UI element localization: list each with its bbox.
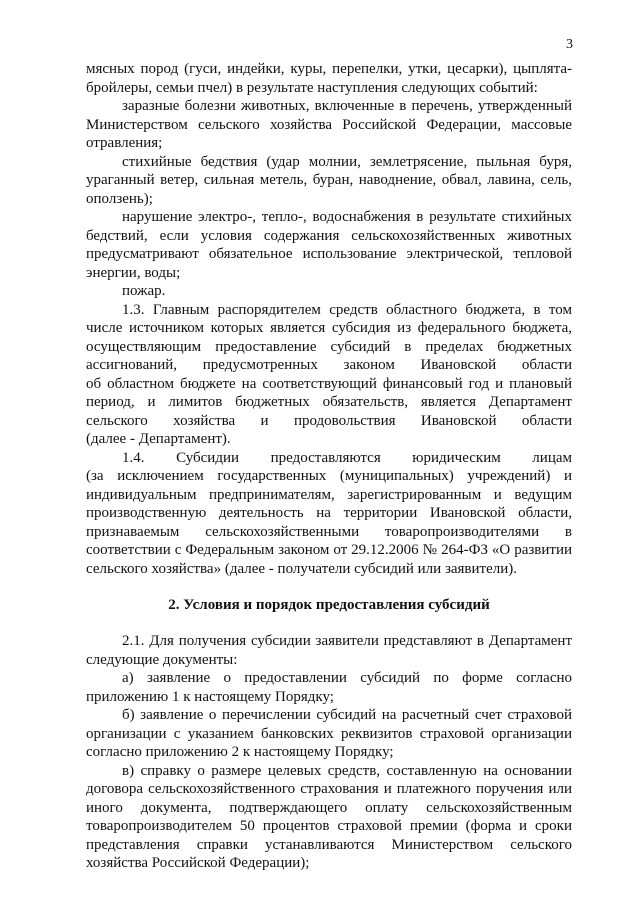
text-line: иного документа, подтверждающего оплату сельскохозяйственным — [86, 799, 572, 816]
paragraph — [86, 60, 572, 97]
text-line: Министерством сельского хозяйства Российской Федерации, массовые — [86, 116, 572, 133]
text-line: согласно приложению 2 к настоящему Порядку; — [86, 744, 394, 760]
text-line: пожар. — [122, 283, 166, 299]
text-line: договора сельскохозяйственного страхования и платежного поручения или — [86, 781, 572, 797]
paragraph — [86, 97, 572, 153]
text-line: ураганный ветер, сильная метель, буран, наводнение, обвал, лавина, сель, — [86, 172, 572, 188]
paragraph — [86, 282, 572, 301]
text-line: сельского хозяйства» (далее - получатели субсидий или заявители). — [86, 560, 518, 577]
paragraph — [86, 208, 572, 282]
document-body — [86, 60, 572, 873]
text-line: энергии, воды; — [86, 264, 181, 281]
text-line: оползень); — [86, 190, 153, 207]
text-line: индивидуальным предпринимателям, зарегистрированным и ведущим — [86, 486, 572, 503]
text-line: 1.4. Субсидии предоставляются юридическим лицам — [122, 449, 572, 466]
text-line: отравления; — [86, 135, 163, 151]
text-line: приложению 1 к настоящему Порядку; — [86, 688, 334, 705]
text-line: бедствий, если условия содержания сельскохозяйственных животных — [86, 227, 572, 244]
text-line: следующие документы: — [86, 651, 238, 668]
text-line: числе источником которых является субсидия из федерального бюджета, — [86, 320, 572, 336]
text-line: осуществляющим предоставление субсидий в пределах бюджетных — [86, 338, 572, 355]
section-heading: 2. Условия и порядок предоставления субсидий — [168, 597, 490, 613]
text-line: в) справку о размере целевых средств, составленную на основании — [122, 762, 572, 779]
text-line: (за исключением государственных (муниципальных) учреждений) и — [86, 468, 572, 484]
paragraph — [86, 669, 572, 706]
paragraph — [86, 762, 572, 873]
page-number: 3 — [566, 37, 573, 52]
text-line: представления справки устанавливаются Министерством сельского — [86, 836, 572, 853]
text-line: бройлеры, семьи пчел) в результате наступления следующих событий: — [86, 79, 538, 96]
text-line: об областном бюджете на соответствующий финансовый год и плановый — [86, 375, 572, 392]
text-line: ассигнований, предусмотренных законом Ивановской области — [86, 357, 572, 373]
text-line: организации с указанием банковских реквизитов страховой организации — [86, 725, 572, 742]
text-line: (далее - Департамент). — [86, 431, 231, 447]
text-line: а) заявление о предоставлении субсидий по форме согласно — [122, 670, 572, 686]
text-line: соответствии с Федеральным законом от 29.12.2006 № 264-ФЗ «О развитии — [86, 542, 572, 558]
text-line: сельского хозяйства и продовольствия Ивановской области — [86, 412, 572, 429]
paragraph — [86, 449, 572, 579]
text-line: мясных пород (гуси, индейки, куры, перепелки, утки, цесарки), цыплята- — [86, 61, 572, 77]
text-line: б) заявление о перечислении субсидий на расчетный счет страховой — [122, 707, 572, 723]
text-line: 1.3. Главным распорядителем средств областного бюджета, в том — [122, 301, 572, 318]
text-line: стихийные бедствия (удар молнии, землетрясение, пыльная буря, — [122, 153, 572, 170]
text-line: заразные болезни животных, включенные в перечень, утвержденный — [122, 98, 572, 114]
paragraph — [86, 706, 572, 762]
paragraph — [86, 301, 572, 449]
text-line: товаропроизводителем 50 процентов страховой премии (форма и сроки — [86, 818, 572, 834]
text-line: предусматривают обязательное использование электрической, тепловой — [86, 246, 572, 262]
text-line: 2.1. Для получения субсидии заявители представляют в Департамент — [122, 633, 572, 649]
paragraph — [86, 153, 572, 209]
text-line: нарушение электро-, тепло-, водоснабжения в результате стихийных — [122, 209, 572, 225]
text-line: хозяйства Российской Федерации); — [86, 855, 310, 871]
text-line: период, и лимитов бюджетных обязательств, является Департамент — [86, 394, 572, 410]
paragraphs-before-heading — [86, 60, 572, 578]
text-line: производственную деятельность на территории Ивановской области, — [86, 505, 572, 521]
paragraphs-after-heading — [86, 632, 572, 873]
text-line: признаваемым сельскохозяйственными товаропроизводителями в — [86, 523, 572, 540]
paragraph — [86, 632, 572, 669]
